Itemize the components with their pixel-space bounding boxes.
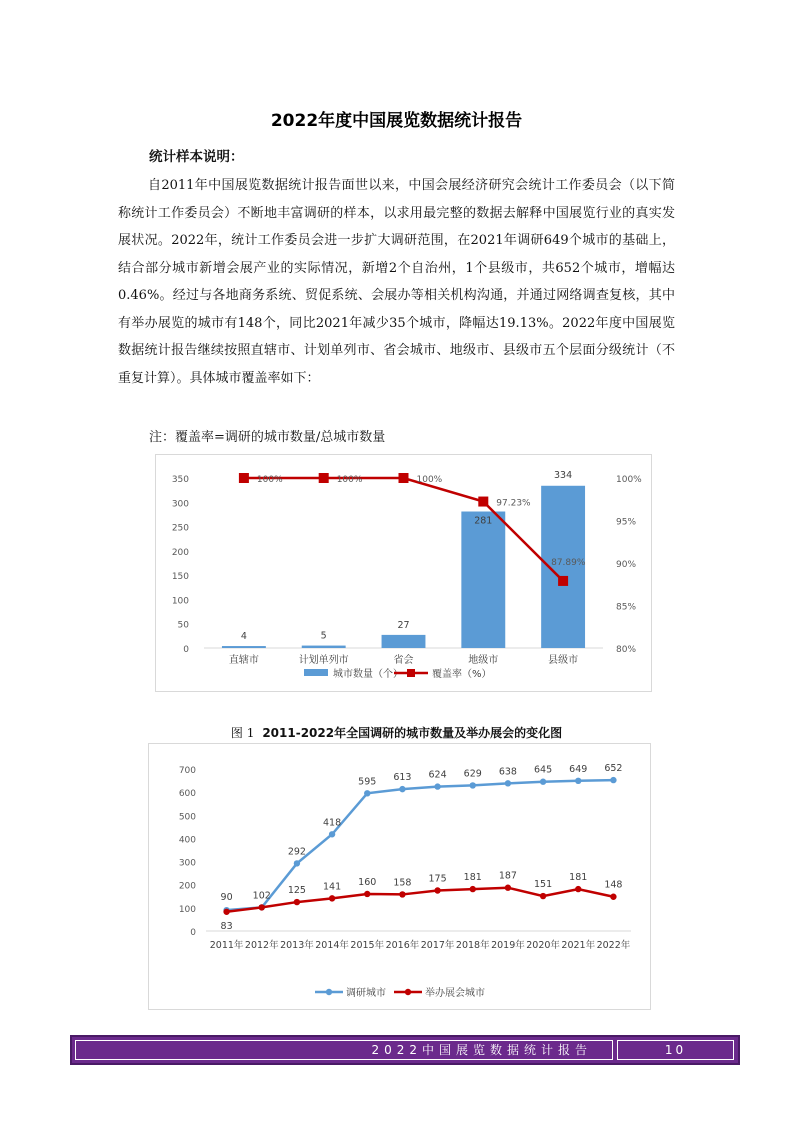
survey-cities-value: 90	[220, 892, 233, 904]
legend-survey-label: 调研城市	[346, 988, 386, 999]
section-heading: 统计样本说明：	[149, 149, 244, 165]
y-tick-label: 300	[178, 858, 196, 869]
report-title: 2022年度中国展览数据统计报告	[270, 111, 523, 131]
survey-cities-value: 624	[428, 769, 447, 781]
exhibition-cities-value: 125	[287, 885, 306, 897]
x-tick-label: 2014年	[315, 940, 349, 951]
legend-line-marker	[407, 669, 415, 677]
survey-cities-value: 652	[604, 763, 623, 775]
coverage-line	[244, 478, 563, 581]
survey-cities-value: 638	[498, 766, 517, 778]
y-left-tick-label: 100	[171, 596, 189, 607]
exhibition-cities-value: 148	[604, 879, 623, 891]
y-left-tick-label: 0	[183, 645, 189, 655]
survey-cities-point	[364, 790, 370, 796]
coverage-chart-svg	[156, 455, 651, 691]
survey-cities-point	[540, 779, 546, 785]
exhibition-cities-value: 158	[393, 877, 412, 889]
legend-exhibition-marker	[405, 989, 411, 995]
coverage-point	[478, 497, 488, 507]
x-tick-label: 县级市	[548, 655, 579, 666]
y-left-tick-label: 250	[171, 523, 189, 534]
survey-cities-value: 649	[569, 763, 588, 775]
survey-cities-point	[505, 780, 511, 786]
x-tick-label: 2017年	[420, 940, 455, 951]
survey-cities-line	[227, 780, 614, 910]
bar-value-label: 4	[240, 631, 247, 643]
exhibition-cities-point	[434, 887, 440, 893]
coverage-value-label: 87.89%	[551, 557, 586, 568]
survey-cities-value: 613	[393, 772, 412, 784]
x-tick-label: 2022年	[596, 940, 631, 951]
coverage-point	[558, 576, 568, 586]
survey-cities-point	[329, 831, 335, 837]
exhibition-cities-point	[540, 893, 546, 899]
exhibition-cities-point	[399, 891, 405, 897]
coverage-point	[319, 473, 329, 483]
x-tick-label: 2019年	[491, 940, 525, 951]
bar-value-label: 5	[320, 630, 327, 642]
trend-chart	[148, 743, 651, 1010]
survey-cities-point	[470, 782, 476, 788]
legend-exhibition-label: 举办展会城市	[425, 988, 485, 999]
x-tick-label: 2011年	[209, 940, 244, 951]
exhibition-cities-value: 151	[534, 879, 553, 891]
coverage-value-label: 100%	[256, 475, 283, 485]
y-tick-label: 600	[178, 789, 196, 800]
exhibition-cities-point	[364, 891, 370, 897]
bar	[222, 646, 266, 648]
bar	[382, 635, 426, 648]
exhibition-cities-point	[505, 885, 511, 891]
survey-cities-value: 645	[534, 764, 553, 776]
exhibition-cities-point	[259, 904, 265, 910]
exhibition-cities-value: 181	[463, 872, 482, 884]
trend-chart-svg	[149, 744, 650, 1009]
bar	[302, 646, 346, 648]
bar	[461, 512, 505, 648]
coverage-value-label: 100%	[416, 475, 443, 485]
page-footer	[70, 1035, 740, 1065]
x-tick-label: 计划单列市	[298, 655, 349, 666]
y-right-tick-label: 90%	[616, 560, 637, 570]
y-left-tick-label: 200	[171, 547, 189, 558]
page-number: 10	[617, 1040, 734, 1060]
x-tick-label: 2013年	[280, 940, 314, 951]
x-tick-label: 2021年	[561, 940, 596, 951]
legend-bar-label: 城市数量（个）	[333, 669, 403, 680]
footer-title: 2022中国展览数据统计报告	[75, 1040, 613, 1060]
figure-caption-text: 2011-2022年全国调研的城市数量及举办展会的变化图	[262, 726, 563, 740]
coverage-chart	[155, 454, 652, 692]
x-tick-label: 省会	[393, 655, 414, 666]
survey-cities-value: 595	[358, 776, 377, 788]
y-tick-label: 400	[178, 835, 196, 846]
survey-cities-point	[294, 860, 300, 866]
coverage-point	[399, 473, 409, 483]
legend-survey-marker	[326, 989, 332, 995]
y-right-tick-label: 80%	[616, 645, 637, 655]
survey-cities-point	[575, 778, 581, 784]
exhibition-cities-line	[227, 888, 614, 912]
y-tick-label: 500	[178, 812, 196, 823]
survey-cities-value: 292	[287, 846, 306, 858]
survey-cities-value: 102	[252, 890, 271, 902]
y-tick-label: 100	[178, 904, 196, 915]
exhibition-cities-point	[329, 895, 335, 901]
survey-cities-point	[434, 783, 440, 789]
exhibition-cities-value: 187	[498, 870, 517, 882]
exhibition-cities-point	[575, 886, 581, 892]
y-left-tick-label: 350	[171, 475, 189, 485]
survey-cities-point	[399, 786, 405, 792]
exhibition-cities-value: 181	[569, 872, 588, 884]
exhibition-cities-point	[294, 899, 300, 905]
bar-value-label: 281	[474, 515, 493, 527]
x-tick-label: 2016年	[385, 940, 420, 951]
y-tick-label: 700	[178, 766, 196, 776]
exhibition-cities-point	[223, 909, 229, 915]
x-tick-label: 地级市	[468, 655, 499, 666]
bar-value-label: 334	[554, 469, 573, 481]
coverage-point	[239, 473, 249, 483]
exhibition-cities-point	[470, 886, 476, 892]
survey-cities-value: 629	[463, 768, 482, 780]
figure-number: 图 1	[230, 726, 255, 740]
exhibition-cities-value: 160	[358, 876, 377, 888]
y-left-tick-label: 300	[171, 499, 189, 510]
y-left-tick-label: 150	[171, 572, 189, 583]
bar-value-label: 27	[397, 619, 410, 631]
x-tick-label: 2015年	[350, 940, 385, 951]
survey-cities-value: 418	[323, 817, 342, 829]
x-tick-label: 2012年	[244, 940, 279, 951]
exhibition-cities-value: 141	[323, 881, 342, 893]
intro-paragraph: 自2011年中国展览数据统计报告面世以来，中国会展经济研究会统计工作委员会（以下简称统计工作委员会）不断地丰富调研的样本，以求用最完整的数据去解释中国展览行业的真实发展状况。2022年，统计工作委员会进一步扩大调研范围，在2021年调研649个城市的基础上，结合部分城市新增会展产业的实际情况，新增2个自治州，1个县级市，共652个城市，增幅达0.46%。经过与各地商务系统、贸促系统、会展办等相关机构沟通，并通过网络调查复核，其中有举办展览的城市有148个，同比2021年减少35个城市，降幅达19.13%。2022年度中国展览数据统计报告继续按照直辖市、计划单列市、省会城市、地级市、县级市五个层面分级统计（不重复计算）。具体城市覆盖率如下：	[118, 178, 675, 386]
x-tick-label: 2020年	[526, 940, 560, 951]
coverage-value-label: 100%	[336, 475, 363, 485]
x-tick-label: 2018年	[455, 940, 490, 951]
y-left-tick-label: 50	[177, 620, 189, 631]
exhibition-cities-point	[610, 894, 616, 900]
coverage-value-label: 97.23%	[496, 498, 531, 509]
coverage-note: 注：覆盖率=调研的城市数量/总城市数量	[149, 430, 386, 445]
legend-bar-swatch	[304, 669, 328, 676]
exhibition-cities-value: 175	[428, 873, 447, 885]
legend-line-label: 覆盖率（%）	[432, 669, 492, 680]
x-tick-label: 直辖市	[228, 655, 259, 666]
survey-cities-point	[610, 777, 616, 783]
figure-caption	[0, 724, 793, 741]
y-tick-label: 200	[178, 881, 196, 892]
y-right-tick-label: 100%	[616, 475, 642, 485]
y-tick-label: 0	[190, 928, 196, 938]
y-right-tick-label: 95%	[616, 517, 637, 528]
y-right-tick-label: 85%	[616, 602, 637, 613]
exhibition-cities-value: 83	[220, 920, 233, 932]
